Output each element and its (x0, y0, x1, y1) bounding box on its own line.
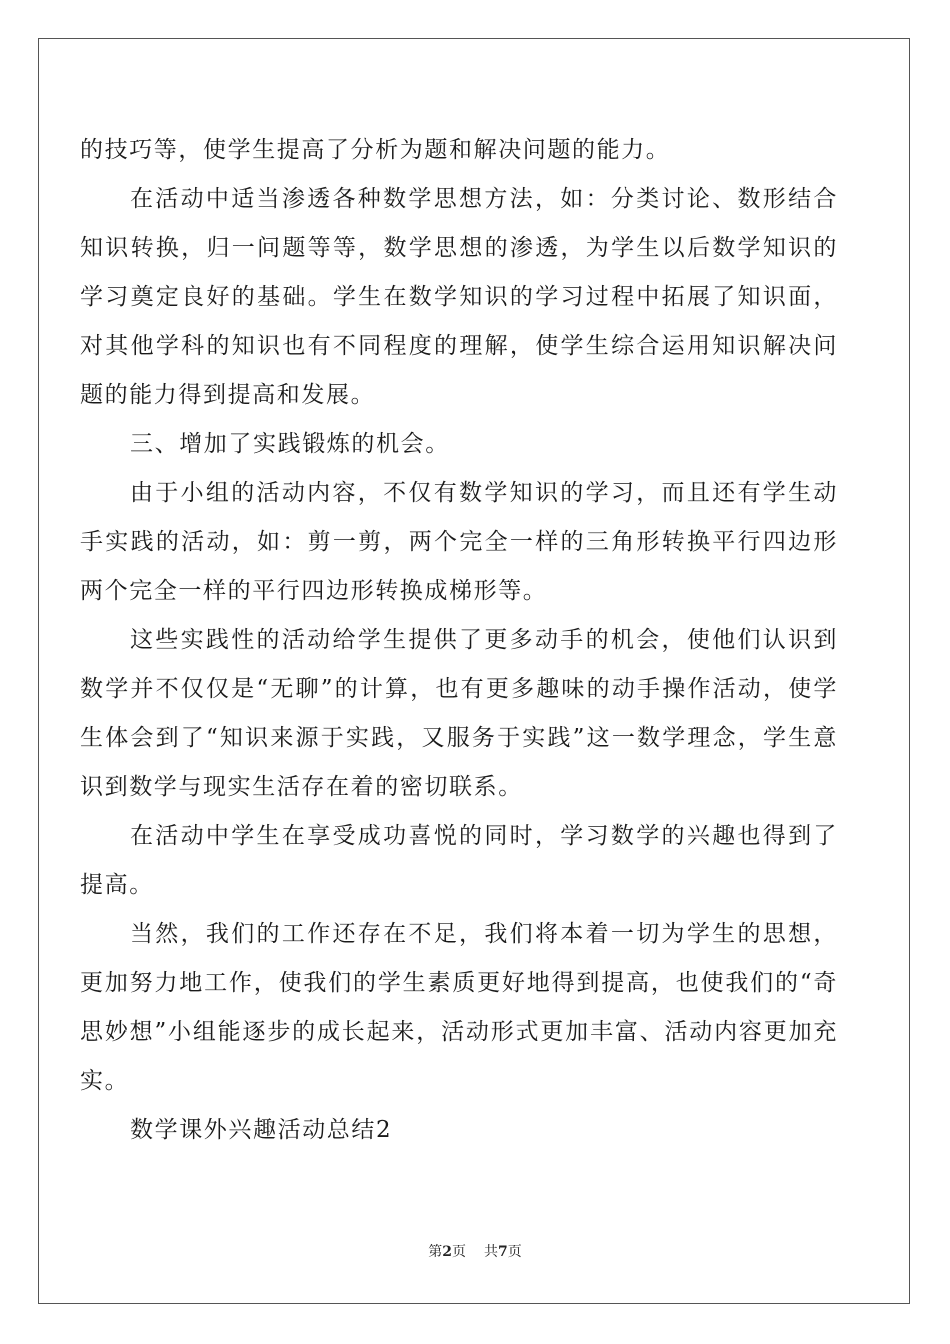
document-body (80, 126, 838, 1155)
total-prefix: 共 (484, 1244, 498, 1260)
paragraph-5: 在活动中学生在享受成功喜悦的同时，学习数学的兴趣也得到了提高。 (80, 823, 838, 898)
paragraph-4: 这些实践性的活动给学生提供了更多动手的机会，使他们认识到数学并不仅仅是“无聊”的计算，也有更多趣味的动手操作活动，使学生体会到了“知识来源于实践，又服务于实践”这一数学理念，学生意识到数学与现实生活存在着的密切联系。 (80, 627, 838, 800)
total-pages: 7 (498, 1244, 508, 1260)
page-suffix: 页 (452, 1244, 466, 1260)
paragraph-6: 当然，我们的工作还存在不足，我们将本着一切为学生的思想，更加努力地工作，使我们的学生素质更好地得到提高，也使我们的“奇思妙想”小组能逐步的成长起来，活动形式更加丰富、活动内容更加充实。 (80, 921, 838, 1094)
section-heading: 三、增加了实践锻炼的机会。 (130, 431, 450, 457)
page-number: 2 (442, 1244, 452, 1260)
paragraph-3: 由于小组的活动内容，不仅有数学知识的学习，而且还有学生动手实践的活动，如：剪一剪，两个完全一样的三角形转换平行四边形两个完全一样的平行四边形转换成梯形等。 (80, 480, 838, 604)
next-section-title: 数学课外兴趣活动总结2 (130, 1117, 393, 1143)
total-suffix: 页 (507, 1244, 522, 1260)
page-prefix: 第 (428, 1244, 443, 1260)
paragraph-1: 的技巧等，使学生提高了分析为题和解决问题的能力。 (80, 137, 671, 163)
page-footer (0, 1242, 950, 1262)
paragraph-2: 在活动中适当渗透各种数学思想方法，如：分类讨论、数形结合知识转换，归一问题等等，数学思想的渗透，为学生以后数学知识的学习奠定良好的基础。学生在数学知识的学习过程中拓展了知识面，对其他学科的知识也有不同程度的理解，使学生综合运用知识解决问题的能力得到提高和发展。 (80, 186, 838, 408)
